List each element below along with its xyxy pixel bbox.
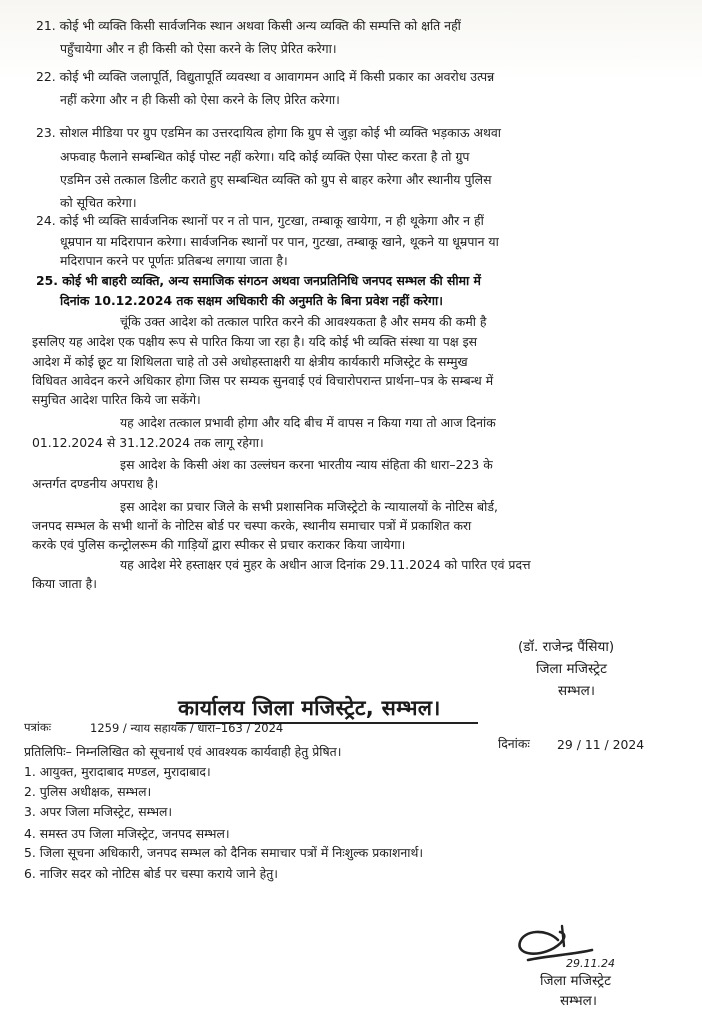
point-24-line-1: 24. कोई भी व्यक्ति सार्वजनिक स्थानों पर न तो पान, गुटखा, तम्बाकू खायेगा, न ही थूकेगा और न हीं (36, 213, 484, 228)
para-1-line-4: विधिवत आवेदन करने अधिकार होगा जिस पर सम्यक सुनवाई एवं विचारोपरान्त प्रार्थना–पत्र के सम्बन्ध में (32, 373, 494, 388)
point-25-line-1: 25. कोई भी बाहरी व्यक्ति, अन्य समाजिक संगठन अथवा जनप्रतिनिधि जनपद सम्भल की सीमा में (36, 273, 481, 288)
date-label: दिनांकः (498, 736, 530, 751)
point-24-line-3: मदिरापान करने पर पूर्णतः प्रतिबन्ध लगाया जाता है। (60, 253, 288, 268)
signature-date: 29.11.24 (566, 957, 615, 970)
patrank-value: 1259 / न्याय सहायक / धारा–163 / 2024 (90, 721, 284, 735)
para-5-line-1: यह आदेश मेरे हस्ताक्षर एवं मुहर के अधीन आज दिनांक 29.11.2024 को पारित एवं प्रदत्त (120, 557, 531, 572)
para-2-line-1: यह आदेश तत्काल प्रभावी होगा और यदि बीच में वापस न किया गया तो आज दिनांक (120, 415, 496, 430)
para-1-line-3: आदेश में कोई छूट या शिथिलता चाहे तो उसे अधोहस्ताक्षरी या क्षेत्रीय कार्यकारी मजिस्ट्रेट के सम्मुख (32, 354, 468, 369)
signatory-2-designation: जिला मजिस्ट्रेट (540, 973, 611, 989)
point-21-line-1: 21. कोई भी व्यक्ति किसी सार्वजनिक स्थान अथवा किसी अन्य व्यक्ति की सम्पत्ति को क्षति नहीं (36, 18, 461, 33)
para-4-line-3: करके एवं पुलिस कन्ट्रोलरूम की गाड़ियों द्वारा स्पीकर से प्रचार कराकर किया जायेगा। (32, 537, 406, 552)
point-23-line-4: को सूचित करेगा। (60, 195, 137, 210)
signatory-name: (डॉ. राजेन्द्र पैंसिया) (518, 639, 615, 655)
point-23-line-1: 23. सोशल मीडिया पर ग्रुप एडमिन का उत्तरदायित्व होगा कि ग्रुप से जुड़ा कोई भी व्यक्ति भड़काऊ अथवा (36, 125, 502, 140)
para-1-line-1: चूंकि उक्त आदेश को तत्काल पारित करने की आवश्यकता है और समय की कमी है (120, 314, 487, 329)
point-22-line-1: 22. कोई भी व्यक्ति जलापूर्ति, विद्युतापूर्ति व्यवस्था व आवागमन आदि में किसी प्रकार का अवरोध उत्पन्न (36, 69, 495, 84)
para-1-line-2: इसलिए यह आदेश एक पक्षीय रूप से पारित किया जा रहा है। यदि कोई भी व्यक्ति संस्था या पक्ष इस (32, 334, 478, 349)
copy-item-1: 1. आयुक्त, मुरादाबाद मण्डल, मुरादाबाद। (24, 764, 211, 779)
point-23-line-3: एडमिन उसे तत्काल डिलीट कराते हुए सम्बन्धित व्यक्ति को ग्रुप से बाहर करेगा और स्थानीय पुलिस (60, 172, 492, 187)
para-1-line-5: समुचित आदेश पारित किये जा सकेंगे। (32, 392, 201, 407)
copy-item-2: 2. पुलिस अधीक्षक, सम्भल। (24, 784, 152, 799)
para-2-line-2: 01.12.2024 से 31.12.2024 तक लागू रहेगा। (32, 435, 264, 450)
patrank-label: पत्रांकः (24, 720, 52, 734)
para-4-line-1: इस आदेश का प्रचार जिले के सभी प्रशासनिक मजिस्ट्रेटो के न्यायालयों के नोटिस बोर्ड, (120, 499, 498, 514)
signatory-2-place: सम्भल। (560, 993, 597, 1009)
point-21-line-2: पहुँचायेगा और न ही किसी को ऐसा करने के लिए प्रेरित करेगा। (60, 41, 337, 56)
date-value: 29 / 11 / 2024 (557, 737, 645, 752)
point-22-line-2: नहीं करेगा और न ही किसी को ऐसा करने के लिए प्रेरित करेगा। (60, 92, 340, 107)
copy-item-3: 3. अपर जिला मजिस्ट्रेट, सम्भल। (24, 804, 173, 819)
point-23-line-2: अफवाह फैलाने सम्बन्धित कोई पोस्ट नहीं करेगा। यदि कोई व्यक्ति ऐसा पोस्ट करता है तो ग्रुप (60, 149, 470, 164)
para-5-line-2: किया जाता है। (32, 576, 97, 591)
para-3-line-1: इस आदेश के किसी अंश का उल्लंघन करना भारतीय न्याय संहिता की धारा–223 के (120, 457, 493, 472)
para-4-line-2: जनपद सम्भल के सभी थानों के नोटिस बोर्ड पर चस्पा करके, स्थानीय समाचार पत्रों में प्रकाशित करा (32, 518, 472, 533)
office-title: कार्यालय जिला मजिस्ट्रेट, सम्भल। (178, 696, 441, 720)
signatory-designation: जिला मजिस्ट्रेट (536, 661, 607, 677)
copy-item-5: 5. जिला सूचना अधिकारी, जनपद सम्भल को दैनिक समाचार पत्रों में निःशुल्क प्रकाशनार्थ। (24, 845, 424, 860)
signatory-place: सम्भल। (558, 683, 595, 699)
para-3-line-2: अन्तर्गत दण्डनीय अपराध है। (32, 476, 159, 491)
copy-heading: प्रतिलिपिः– निम्नलिखित को सूचनार्थ एवं आवश्यक कार्यवाही हेतु प्रेषित। (24, 744, 342, 759)
point-25-line-2: दिनांक 10.12.2024 तक सक्षम अधिकारी की अनुमति के बिना प्रवेश नहीं करेगा। (60, 293, 443, 308)
point-24-line-2: धूम्रपान या मदिरापान करेगा। सार्वजनिक स्थानों पर पान, गुटखा, तम्बाकू खाने, थूकने या धूम्रपान या (60, 234, 499, 249)
copy-item-6: 6. नाजिर सदर को नोटिस बोर्ड पर चस्पा कराये जाने हेतु। (24, 866, 278, 881)
copy-item-4: 4. समस्त उप जिला मजिस्ट्रेट, जनपद सम्भल। (24, 826, 230, 841)
